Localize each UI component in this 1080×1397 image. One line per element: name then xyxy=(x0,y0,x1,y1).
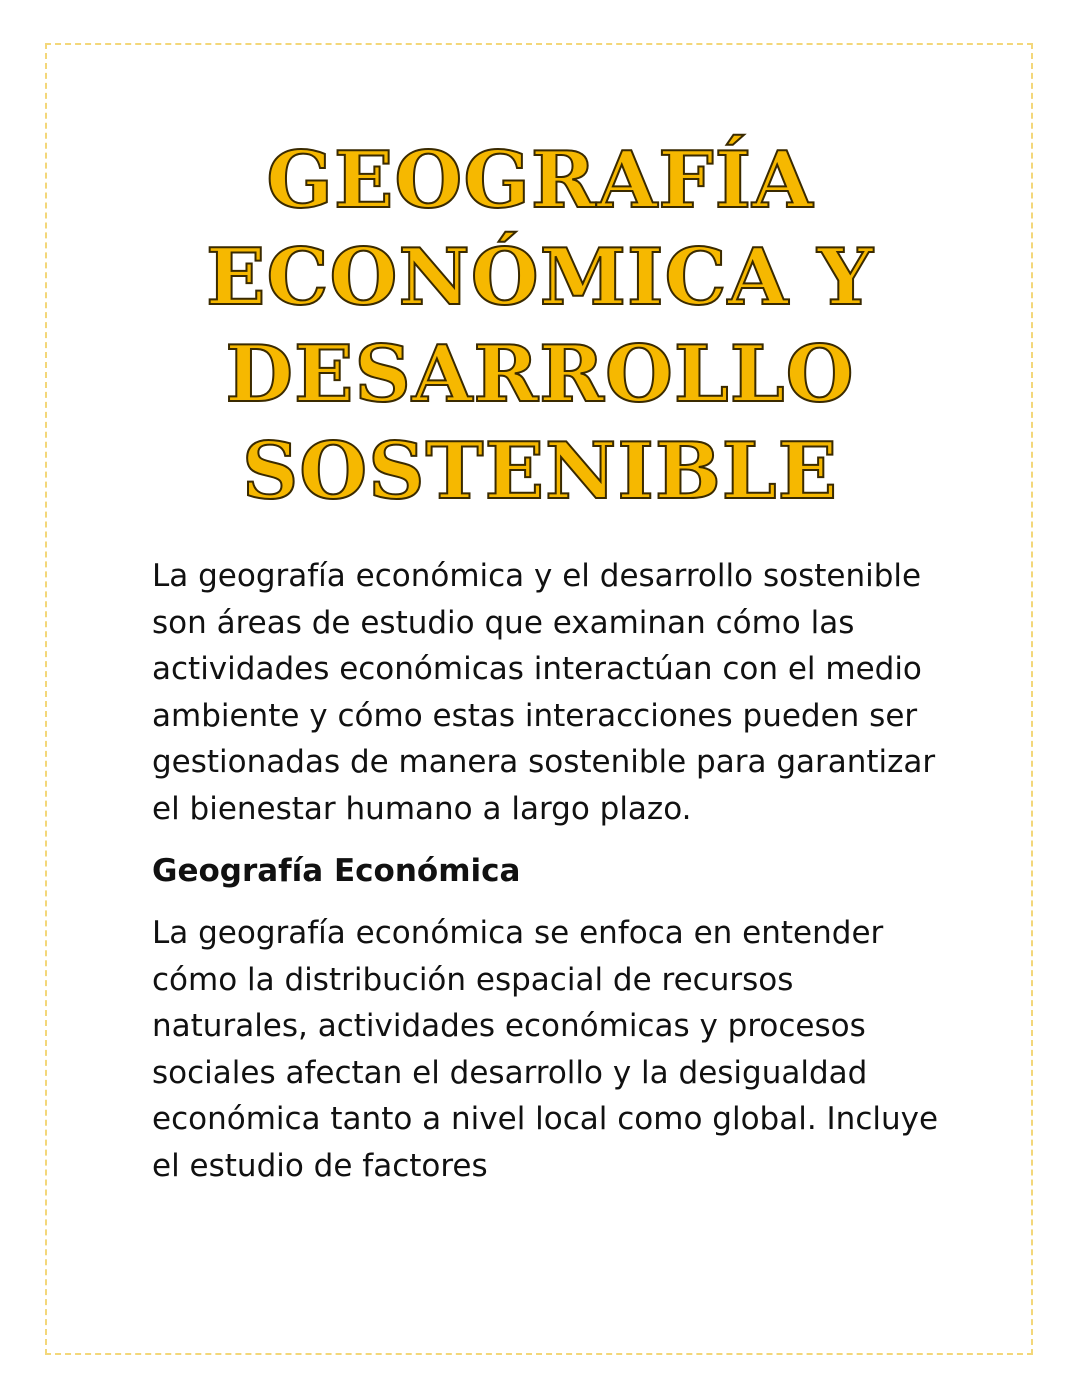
title-line: DESARROLLO xyxy=(225,329,855,420)
intro-paragraph: La geografía económica y el desarrollo sostenible son áreas de estudio que examinan cómo las actividades económicas interactúan con el medio ambiente y cómo estas interacciones pueden ser gestionadas de manera sostenible para garantizar el bienestar humano a largo plazo. xyxy=(152,558,936,827)
title-line: SOSTENIBLE xyxy=(241,426,839,517)
section-heading: Geografía Económica xyxy=(152,853,521,889)
title-line: GEOGRAFÍA xyxy=(266,135,814,226)
title-line: ECONÓMICA Y xyxy=(206,232,874,323)
page-title xyxy=(0,132,1080,520)
section-paragraph: La geografía económica se enfoca en entender cómo la distribución espacial de recursos naturales, actividades económicas y procesos sociales afectan el desarrollo y la desigualdad económica tanto a nivel local como global. Incluye el estudio de factores xyxy=(152,915,939,1184)
document-body xyxy=(152,553,942,1189)
